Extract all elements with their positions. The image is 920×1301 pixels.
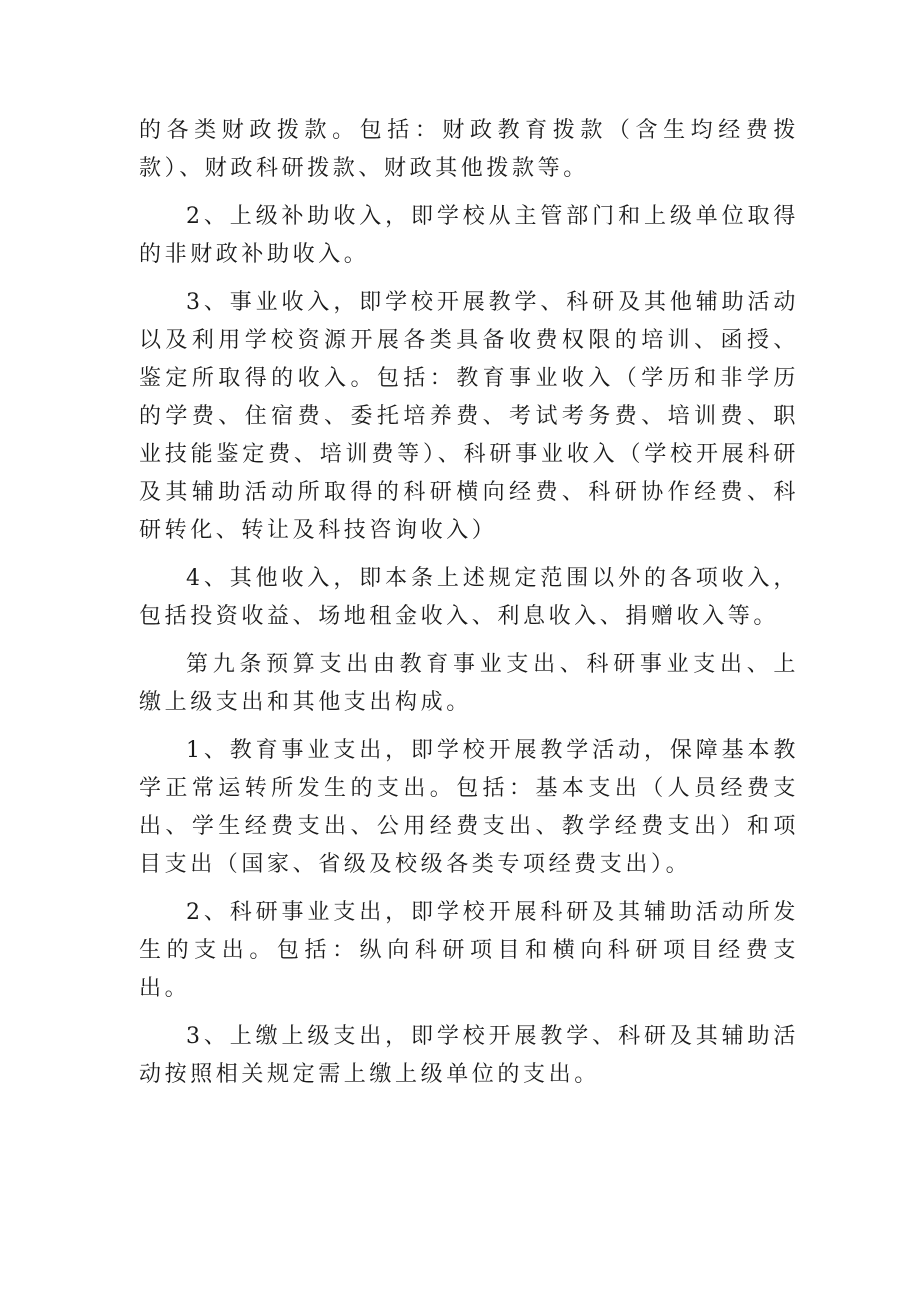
document-body bbox=[139, 112, 799, 1104]
paragraph-superior-subsidy-income: 2、上级补助收入，即学校从主管部门和上级单位取得的非财政补助收入。 bbox=[139, 204, 799, 267]
paragraph-fiscal-appropriation-continued: 的各类财政拨款。包括：财政教育拨款（含生均经费拨款）、财政科研拨款、财政其他拨款等。 bbox=[139, 118, 799, 181]
paragraph-research-expenditure: 2、科研事业支出，即学校开展科研及其辅助活动所发生的支出。包括：纵向科研项目和横向科研项目经费支出。 bbox=[139, 900, 799, 1001]
paragraph-business-income: 3、事业收入，即学校开展教学、科研及其他辅助活动以及利用学校资源开展各类具备收费权限的培训、函授、鉴定所取得的收入。包括：教育事业收入（学历和非学历的学费、住宿费、委托培养费、考试考务费、培训费、职业技能鉴定费、培训费等）、科研事业收入（学校开展科研及其辅助活动所取得的科研横向经费、科研协作经费、科研转化、转让及科技咨询收入） bbox=[139, 290, 799, 543]
paragraph-article-nine: 第九条预算支出由教育事业支出、科研事业支出、上缴上级支出和其他支出构成。 bbox=[139, 652, 799, 715]
paragraph-remittance-expenditure: 3、上缴上级支出，即学校开展教学、科研及其辅助活动按照相关规定需上缴上级单位的支出。 bbox=[139, 1024, 799, 1087]
paragraph-other-income: 4、其他收入，即本条上述规定范围以外的各项收入，包括投资收益、场地租金收入、利息收入、捐赠收入等。 bbox=[139, 566, 799, 629]
paragraph-education-expenditure: 1、教育事业支出，即学校开展教学活动，保障基本教学正常运转所发生的支出。包括：基本支出（人员经费支出、学生经费支出、公用经费支出、教学经费支出）和项目支出（国家、省级及校级各类专项经费支出）。 bbox=[139, 738, 799, 877]
